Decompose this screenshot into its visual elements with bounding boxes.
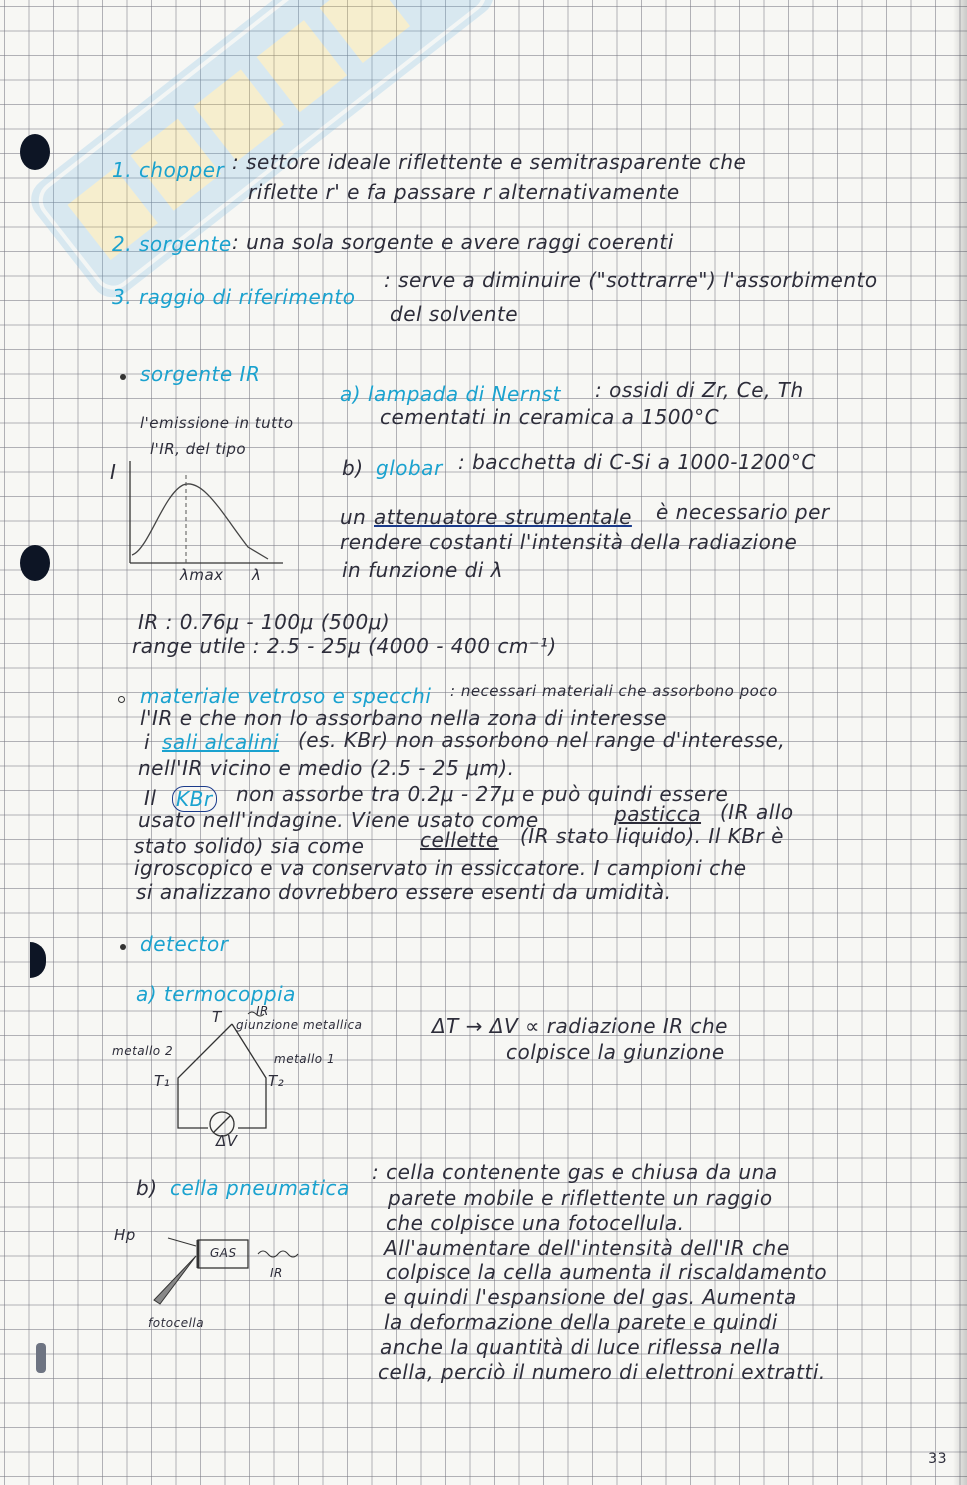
- raggio-label: 3. raggio di riferimento: [112, 285, 356, 309]
- materiale-line8: igroscopico e va conservato in essiccatore. I campioni che: [134, 856, 747, 880]
- pneumatic-cell-diagram: [140, 1230, 320, 1320]
- ir-range-line: IR : 0.76μ - 100μ (500μ): [138, 610, 391, 634]
- ir-wave-icon: [258, 1251, 298, 1257]
- pasticca-link: pasticca: [614, 802, 702, 826]
- kbr-circled: KBr: [172, 786, 217, 812]
- light-beam-icon: [168, 1238, 196, 1246]
- materiale-line5: non assorbe tra 0.2μ - 27μ e può quindi essere: [236, 782, 729, 806]
- sorgente-ir-note-line2: l'IR, del tipo: [150, 440, 247, 458]
- cella-line-3: che colpisce una fotocellula.: [386, 1211, 685, 1235]
- photocell-label: fotocella: [148, 1316, 205, 1330]
- materiale-heading: materiale vetroso e specchi: [140, 684, 432, 708]
- materiale-line4: nell'IR vicino e medio (2.5 - 25 μm).: [138, 756, 515, 780]
- termocoppia-text-line2: colpisce la giunzione: [506, 1040, 725, 1064]
- graph-x-label: λ: [252, 566, 262, 584]
- hp-label: Hp: [114, 1226, 136, 1244]
- t2-label: T₂: [268, 1072, 285, 1090]
- binder-hole-icon: [20, 545, 50, 581]
- globar-prefix: b): [342, 456, 364, 480]
- photocell-icon: [154, 1256, 196, 1304]
- lampada-nernst-label: a) lampada di Nernst: [340, 382, 562, 406]
- thermocouple-ir-label: IR: [256, 1004, 269, 1018]
- chopper-label: 1. chopper: [112, 158, 225, 182]
- attenuator-text-line3: in funzione di λ: [342, 558, 504, 582]
- materiale-line6-end: (IR allo: [720, 800, 794, 824]
- cellette-link: cellette: [420, 828, 499, 852]
- termocoppia-label: a) termocoppia: [136, 982, 296, 1006]
- raggio-text-line2: del solvente: [390, 302, 519, 326]
- materiale-line5-prefix: Il: [144, 786, 157, 810]
- thermocouple-t-label: T: [212, 1008, 222, 1026]
- graph-y-label: I: [110, 460, 117, 484]
- cella-prefix: b): [136, 1176, 158, 1200]
- materiale-line6: usato nell'indagine. Viene usato come: [138, 808, 539, 832]
- page-edge-shadow: [953, 0, 967, 1485]
- materiale-line2: l'IR e che non lo assorbano nella zona di interesse: [140, 706, 667, 730]
- metal2-label: metallo 2: [112, 1044, 174, 1058]
- attenuator-text-line1: è necessario per: [656, 500, 830, 524]
- lampada-nernst-text-line1: : ossidi di Zr, Ce, Th: [595, 378, 804, 402]
- cella-line-7: la deformazione della parete e quindi: [384, 1310, 778, 1334]
- bullet-icon: [118, 696, 125, 703]
- useful-range-line: range utile : 2.5 - 25μ (4000 - 400 cm⁻¹): [132, 634, 557, 658]
- cella-line-6: e quindi l'espansione del gas. Aumenta: [384, 1285, 797, 1309]
- cella-line-2: parete mobile e riflettente un raggio: [388, 1186, 773, 1210]
- materiale-line1: : necessari materiali che assorbono poco: [450, 682, 778, 700]
- sorgente-label: 2. sorgente: [112, 232, 232, 256]
- graph-peak-label: λmax: [180, 566, 224, 584]
- globar-text: : bacchetta di C-Si a 1000-1200°C: [458, 450, 816, 474]
- cella-line-5: colpisce la cella aumenta il riscaldamento: [386, 1260, 828, 1284]
- metal1-label: metallo 1: [274, 1052, 336, 1066]
- emission-curve: [132, 484, 268, 559]
- binder-hole-icon: [36, 1343, 46, 1373]
- cella-line-9: cella, perciò il numero di elettroni extratti.: [378, 1360, 826, 1384]
- cella-line-8: anche la quantità di luce riflessa nella: [380, 1335, 781, 1359]
- termocoppia-text-line1: ΔT → ΔV ∝ radiazione IR che: [432, 1014, 728, 1038]
- materiale-line7-end: (IR stato liquido). Il KBr è: [520, 824, 784, 848]
- materiale-line7: stato solido) sia come: [134, 834, 365, 858]
- t1-label: T₁: [154, 1072, 171, 1090]
- page-number: 33: [928, 1451, 947, 1467]
- cella-line-4: All'aumentare dell'intensità dell'IR che: [384, 1236, 790, 1260]
- attenuator-link: attenuatore strumentale: [374, 505, 632, 529]
- junction-label: giunzione metallica: [236, 1018, 363, 1032]
- gas-label: GAS: [210, 1246, 237, 1260]
- attenuator-lead: un: [340, 505, 367, 529]
- sorgente-ir-note-line1: l'emissione in tutto: [140, 414, 294, 432]
- raggio-text-line1: : serve a diminuire ("sottrarre") l'assorbimento: [384, 268, 878, 292]
- lampada-nernst-text-line2: cementati in ceramica a 1500°C: [380, 405, 720, 429]
- sorgente-text: : una sola sorgente e avere raggi coerenti: [232, 230, 674, 254]
- sali-alcalini-link: sali alcalini: [162, 730, 280, 754]
- attenuator-text-line2: rendere costanti l'intensità della radiazione: [340, 530, 798, 554]
- metal1-wire: [232, 1024, 266, 1128]
- chopper-text-line2: riflette r' e fa passare r alternativamente: [248, 180, 680, 204]
- cell-ir-label: IR: [270, 1266, 283, 1280]
- materiale-line3: (es. KBr) non assorbono nel range d'interesse,: [298, 728, 786, 752]
- detector-heading: detector: [140, 932, 229, 956]
- cella-pneumatica-label: cella pneumatica: [170, 1176, 350, 1200]
- cella-line-1: : cella contenente gas e chiusa da una: [372, 1160, 778, 1184]
- materiale-line9: si analizzano dovrebbero essere esenti da umidità.: [136, 880, 672, 904]
- globar-label: globar: [376, 456, 443, 480]
- materiale-line3-prefix: i: [144, 730, 151, 754]
- bullet-icon: [120, 374, 126, 380]
- sorgente-ir-heading: sorgente IR: [140, 362, 261, 386]
- delta-v-label: ΔV: [216, 1132, 238, 1150]
- bullet-icon: [120, 944, 126, 950]
- chopper-text-line1: : settore ideale riflettente e semitrasparente che: [232, 150, 747, 174]
